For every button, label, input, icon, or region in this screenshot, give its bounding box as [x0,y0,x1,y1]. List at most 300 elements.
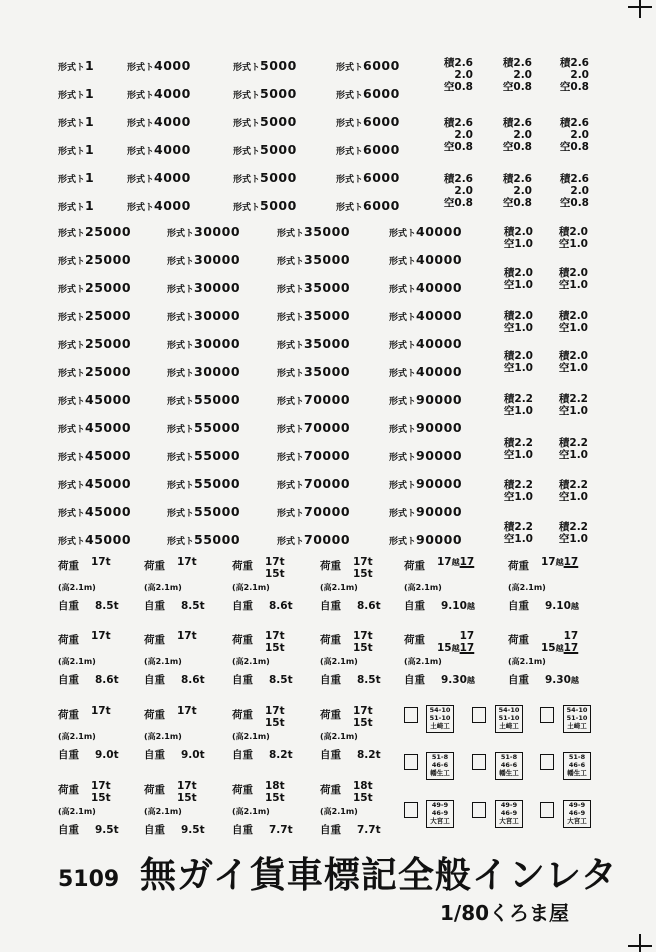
volume-full: 積2.2 [558,393,588,405]
volume-empty: 空0.8 [559,141,589,153]
to-label: ト [185,453,195,463]
self-weight-value [95,600,119,612]
load-weight-label: 荷重 [144,709,165,721]
load-weight-value-main: 17t [91,780,111,792]
self-weight-value [269,824,293,836]
form-label: 形式 [167,481,186,491]
form-number: 90000 [416,504,463,519]
form-label: 形式 [167,509,186,519]
form-number: 6000 [363,114,400,129]
form-number-decal [58,169,94,185]
form-number-decal [58,279,131,295]
volume-full: 積2.0 [558,310,588,322]
volume-empty: 空1.0 [558,238,588,250]
form-label: 形式 [127,203,146,213]
small-inspection-box [540,802,554,818]
volume-full: 積2.0 [558,226,588,238]
to-label: ト [295,285,305,295]
to-label: ト [76,285,86,295]
to-label: ト [407,453,417,463]
volume-mark [492,117,532,153]
volume-full: 積2.2 [503,521,533,533]
load-weight-value-sub: 15t [265,717,285,729]
crop-mark-bottom-right-v [639,934,641,952]
height-note: (高2.1m) [508,657,546,666]
form-number: 40000 [416,308,463,323]
self-weight-value [95,824,119,836]
load-weight-decal [320,556,373,580]
to-label: ト [407,341,417,351]
form-label: 形式 [277,453,296,463]
form-number-decal [167,223,240,239]
form-number-decal [167,419,240,435]
volume-mark [433,117,473,153]
load-weight-label: 荷重 [320,709,341,721]
load-weight-value [541,630,578,642]
load-weight-value-sub: 15 [437,642,452,654]
self-weight-decal [320,670,381,686]
form-number: 4000 [154,86,191,101]
load-weight-decal [320,630,373,654]
load-weight-label: 荷重 [58,784,79,796]
volume-full: 積2.2 [503,393,533,405]
form-number: 30000 [194,364,241,379]
form-number: 90000 [416,476,463,491]
load-weight-label: 荷重 [58,634,79,646]
over-mark: 越 [570,602,579,611]
volume-mid: 2.0 [513,129,532,141]
self-weight-value [441,674,475,686]
height-note: (高2.1m) [232,732,270,741]
self-weight-decal [232,745,293,761]
form-label: 形式 [58,229,77,239]
volume-full: 積2.6 [559,173,589,185]
self-weight-number: 9.5t [95,824,119,836]
self-weight-label: 自重 [58,674,79,686]
form-label: 形式 [389,425,408,435]
form-label: 形式 [167,341,186,351]
load-weight-value-2 [353,568,373,580]
form-label: 形式 [277,537,296,547]
form-number-decal [58,197,94,213]
load-weight-value-2 [177,792,197,804]
self-weight-decal [232,596,293,612]
to-label: ト [76,481,86,491]
load-weight-values [177,630,197,642]
form-label: 形式 [389,257,408,267]
self-weight-value [181,600,205,612]
load-weight-values [353,705,373,729]
load-weight-value [353,705,373,717]
form-number: 1 [85,170,95,185]
form-number-decal [58,307,131,323]
form-label: 形式 [58,147,77,157]
to-label: ト [354,203,364,213]
volume-mark [492,173,532,209]
self-weight-number: 9.0t [95,749,119,761]
volume-empty: 空0.8 [559,197,589,209]
form-number: 25000 [85,280,132,295]
form-number: 6000 [363,142,400,157]
self-weight-label: 自重 [404,600,425,612]
to-label: ト [76,175,86,185]
volume-full: 積2.6 [443,117,473,129]
to-label: ト [185,481,195,491]
inspection-date-a: 54-10 [498,706,520,714]
load-weight-decal [232,630,285,654]
form-label: 形式 [58,175,77,185]
scale-and-maker: 1/80くろま屋 [440,901,570,925]
load-weight-value-main: 17t [353,556,373,568]
form-label: 形式 [277,397,296,407]
self-weight-decal [58,820,119,836]
form-label: 形式 [167,313,186,323]
form-label: 形式 [58,91,77,101]
self-weight-number: 8.2t [357,749,381,761]
load-weight-value [437,630,474,642]
self-weight-value [357,674,381,686]
height-note: (高2.1m) [58,583,96,592]
inspection-mark-box [426,705,454,733]
load-weight-value-over: 17 [459,642,475,654]
to-label: ト [76,119,86,129]
form-number: 25000 [85,364,132,379]
volume-empty: 空1.0 [503,533,533,545]
volume-mid: 2.0 [454,69,473,81]
form-number-decal [389,307,462,323]
form-label: 形式 [127,119,146,129]
self-weight-number: 9.10 [545,600,571,612]
form-number-decal [389,503,462,519]
inspection-date-a: 49-9 [431,801,449,809]
load-weight-label: 荷重 [232,560,253,572]
form-number: 30000 [194,308,241,323]
form-label: 形式 [389,397,408,407]
self-weight-number: 9.0t [181,749,205,761]
form-label: 形式 [336,119,355,129]
to-label: ト [76,229,86,239]
to-label: ト [407,369,417,379]
self-weight-label: 自重 [320,749,341,761]
to-label: ト [76,257,86,267]
load-weight-value [353,630,373,642]
small-inspection-box [404,754,418,770]
inspection-mark-box [495,752,523,780]
self-weight-label: 自重 [58,749,79,761]
form-number-decal [389,279,462,295]
self-weight-value [269,600,293,612]
load-weight-value [265,780,285,792]
self-weight-label: 自重 [404,674,425,686]
volume-full: 積2.0 [503,350,533,362]
load-weight-value [91,630,111,642]
inspection-date-a: 49-9 [500,801,518,809]
form-label: 形式 [389,537,408,547]
small-inspection-box [472,707,486,723]
form-number: 1 [85,198,95,213]
form-number-decal [277,223,350,239]
to-label: ト [185,425,195,435]
to-label: ト [295,313,305,323]
load-weight-values [91,630,111,642]
load-weight-value-2 [353,642,373,654]
self-weight-number: 8.6t [357,600,381,612]
self-weight-decal [404,670,475,686]
to-label: ト [185,537,195,547]
form-number-decal [336,85,400,101]
form-number: 25000 [85,252,132,267]
volume-empty: 空0.8 [559,81,589,93]
self-weight-value [181,824,205,836]
self-weight-label: 自重 [58,824,79,836]
form-number-decal [58,475,131,491]
form-label: 形式 [336,91,355,101]
form-number-decal [58,531,131,547]
inspection-date-b: 46-6 [500,761,518,769]
form-number-decal [127,113,191,129]
form-number-decal [233,169,297,185]
load-weight-value-main: 17t [265,556,285,568]
form-number-decal [58,113,94,129]
self-weight-label: 自重 [508,674,529,686]
load-weight-value-2 [91,792,111,804]
inspection-date-a: 51-8 [431,753,449,761]
form-number: 4000 [154,58,191,73]
load-weight-value-over: 17 [563,642,579,654]
volume-full: 積2.2 [503,479,533,491]
to-label: ト [407,481,417,491]
form-label: 形式 [233,63,252,73]
form-number: 45000 [85,448,132,463]
load-weight-decal [232,780,285,804]
load-weight-label: 荷重 [232,784,253,796]
volume-empty: 空1.0 [503,279,533,291]
form-number-decal [58,447,131,463]
load-weight-label: 荷重 [144,634,165,646]
load-weight-value-sub: 15t [265,568,285,580]
form-number: 45000 [85,476,132,491]
to-label: ト [251,203,261,213]
load-weight-value-sub: 15t [353,568,373,580]
form-number: 25000 [85,336,132,351]
volume-mark [493,393,533,417]
to-label: ト [76,537,86,547]
form-label: 形式 [127,175,146,185]
volume-mark [493,310,533,334]
volume-mark [548,393,588,417]
volume-full: 積2.0 [558,267,588,279]
self-weight-number: 8.2t [269,749,293,761]
self-weight-decal [508,596,579,612]
load-weight-value-main: 17t [265,630,285,642]
volume-empty: 空0.8 [443,81,473,93]
inspection-date-a: 54-10 [566,706,588,714]
form-number-decal [167,391,240,407]
self-weight-value [181,674,205,686]
form-label: 形式 [58,453,77,463]
volume-mark [492,57,532,93]
load-weight-value [265,556,285,568]
volume-mid: 2.0 [513,185,532,197]
form-number: 70000 [304,448,351,463]
form-label: 形式 [389,481,408,491]
to-label: ト [76,397,86,407]
form-number: 70000 [304,420,351,435]
load-weight-value-2 [265,792,285,804]
form-label: 形式 [58,285,77,295]
to-label: ト [185,257,195,267]
height-note: (高2.1m) [232,807,270,816]
load-weight-value-2 [265,568,285,580]
load-weight-values [353,556,373,580]
load-weight-value-over: 17 [563,556,579,568]
height-note: (高2.1m) [144,583,182,592]
form-number-decal [336,113,400,129]
self-weight-number: 8.6t [269,600,293,612]
self-weight-label: 自重 [320,824,341,836]
to-label: ト [76,425,86,435]
height-note: (高2.1m) [320,583,358,592]
small-inspection-box [472,802,486,818]
form-number: 70000 [304,476,351,491]
self-weight-label: 自重 [232,674,253,686]
to-label: ト [407,537,417,547]
self-weight-decal [144,670,205,686]
volume-full: 積2.0 [503,226,533,238]
self-weight-number: 8.6t [95,674,119,686]
height-note: (高2.1m) [58,807,96,816]
volume-empty: 空0.8 [443,197,473,209]
load-weight-value [177,630,197,642]
form-number: 55000 [194,392,241,407]
volume-mark [493,479,533,503]
to-label: ト [145,175,155,185]
to-label: ト [76,147,86,157]
form-number-decal [277,503,350,519]
inspection-works: 大宮工 [567,817,587,825]
inspection-date-b: 51-10 [498,714,520,722]
form-number: 70000 [304,504,351,519]
to-label: ト [185,509,195,519]
to-label: ト [407,313,417,323]
form-number-decal [58,335,131,351]
inspection-date-b: 46-6 [568,761,586,769]
load-weight-decal [320,780,373,804]
volume-full: 積2.2 [558,521,588,533]
form-label: 形式 [58,397,77,407]
self-weight-decal [144,745,205,761]
self-weight-number: 8.5t [269,674,293,686]
form-number: 5000 [260,58,297,73]
load-weight-value-main: 17t [177,556,197,568]
form-number: 25000 [85,308,132,323]
to-label: ト [295,229,305,239]
load-weight-decal [404,630,474,655]
form-label: 形式 [58,313,77,323]
load-weight-decal [144,780,197,804]
load-weight-values [541,630,578,655]
volume-empty: 空1.0 [558,449,588,461]
form-number-decal [167,503,240,519]
form-label: 形式 [58,369,77,379]
volume-mid: 2.0 [570,69,589,81]
load-weight-values [265,780,285,804]
self-weight-decal [58,596,119,612]
self-weight-decal [232,820,293,836]
load-weight-value [177,705,197,717]
small-inspection-box [404,707,418,723]
self-weight-decal [320,596,381,612]
volume-mid: 2.0 [454,129,473,141]
form-label: 形式 [167,537,186,547]
form-label: 形式 [58,425,77,435]
self-weight-decal [404,596,475,612]
form-number: 6000 [363,198,400,213]
form-number-decal [277,531,350,547]
over-mark: 越 [466,676,475,685]
volume-full: 積2.6 [502,57,532,69]
to-label: ト [295,369,305,379]
volume-mark [548,350,588,374]
height-note: (高2.1m) [232,657,270,666]
to-label: ト [354,63,364,73]
form-label: 形式 [233,147,252,157]
form-label: 形式 [58,257,77,267]
load-weight-decal [58,780,111,804]
form-number: 55000 [194,504,241,519]
inspection-mark-box [495,800,523,828]
form-number: 35000 [304,252,351,267]
volume-empty: 空1.0 [503,322,533,334]
load-weight-value-main: 17t [91,705,111,717]
load-weight-decal [508,556,578,572]
form-number-decal [127,197,191,213]
inspection-mark-box [563,705,591,733]
volume-full: 積2.6 [443,57,473,69]
inspection-date-b: 46-9 [431,809,449,817]
form-label: 形式 [233,175,252,185]
inspection-date-a: 54-10 [429,706,451,714]
self-weight-number: 8.5t [95,600,119,612]
load-weight-label: 荷重 [320,634,341,646]
over-mark: 越 [466,602,475,611]
to-label: ト [295,481,305,491]
volume-full: 積2.6 [502,117,532,129]
to-label: ト [295,509,305,519]
load-weight-value-2 [541,642,578,655]
to-label: ト [76,509,86,519]
volume-empty: 空1.0 [503,405,533,417]
form-number-decal [167,307,240,323]
load-weight-value [437,556,474,569]
form-number: 90000 [416,392,463,407]
load-weight-value-main: 18t [353,780,373,792]
self-weight-decal [232,670,293,686]
self-weight-value [357,600,381,612]
volume-mark [433,57,473,93]
form-label: 形式 [58,537,77,547]
load-weight-value-sub: 15t [353,642,373,654]
form-number: 90000 [416,532,463,547]
self-weight-value [441,600,475,612]
load-weight-decal [58,705,111,721]
form-label: 形式 [277,257,296,267]
load-weight-decal [144,556,197,572]
load-weight-decal [508,630,578,655]
over-mark: 越 [555,558,564,567]
height-note: (高2.1m) [144,732,182,741]
volume-empty: 空1.0 [503,238,533,250]
